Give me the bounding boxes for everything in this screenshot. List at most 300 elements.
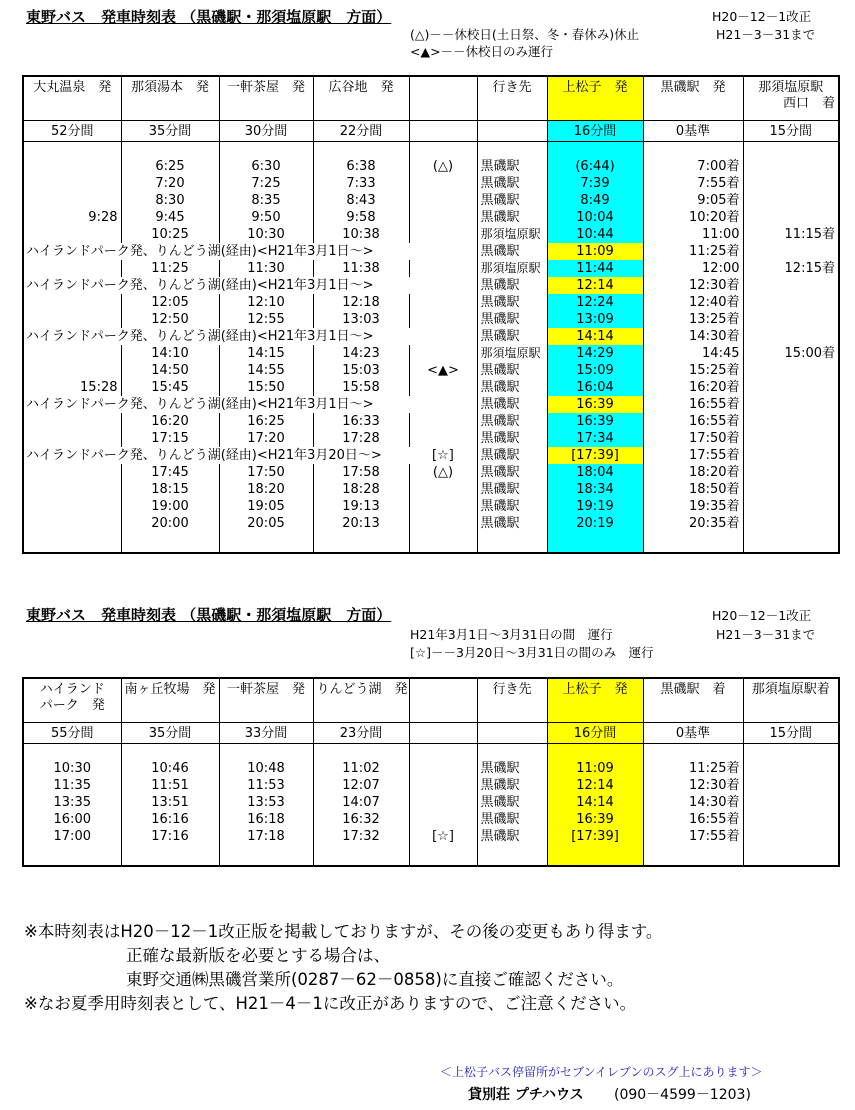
time-omaru [23, 464, 121, 481]
destination: 黒磯駅 [477, 396, 547, 413]
destination: 黒磯駅 [477, 362, 547, 379]
time-nasushiobara [743, 794, 839, 811]
empty-cell [23, 744, 121, 761]
time-kamimatsuko: 16:39 [547, 811, 643, 828]
empty-cell [219, 744, 313, 761]
col-header-kamimatsuko: 上松子 発 [547, 678, 643, 723]
col-header-ikkenchaya: 一軒茶屋 発 [219, 678, 313, 723]
duration-cell [477, 121, 547, 142]
empty-cell [121, 532, 219, 553]
time-kuroiso: 14:45 [643, 345, 743, 362]
empty-cell [743, 532, 839, 553]
footer-note-3: 東野交通㈱黒磯営業所(0287－62－0858)に直接ご確認ください。 [126, 970, 624, 989]
time-nasuyumoto: 18:15 [121, 481, 219, 498]
time-kamimatsuko: 14:14 [547, 328, 643, 345]
time-kuroiso: 11:25着 [643, 760, 743, 777]
service-mark [409, 379, 477, 396]
time-ikkenchaya: 9:50 [219, 209, 313, 226]
time-kamimatsuko: 12:14 [547, 777, 643, 794]
time-highland: 13:35 [23, 794, 121, 811]
empty-cell [743, 142, 839, 159]
col-header-kuroiso: 黒磯駅 発 [643, 76, 743, 121]
time-nasushiobara [743, 481, 839, 498]
destination: 黒磯駅 [477, 430, 547, 447]
time-hirotanichi: 16:33 [313, 413, 409, 430]
time-nasushiobara [743, 515, 839, 532]
destination: 那須塩原駅 [477, 260, 547, 277]
col-header-nasushiobara: 那須塩原駅着 [743, 678, 839, 723]
service-mark [409, 777, 477, 794]
empty-cell [409, 532, 477, 553]
destination: 黒磯駅 [477, 515, 547, 532]
header-row [23, 678, 839, 723]
empty-cell [313, 845, 409, 866]
time-omaru [23, 158, 121, 175]
empty-cell [743, 845, 839, 866]
time-kuroiso: 16:55着 [643, 413, 743, 430]
time-nasushiobara: 11:15着 [743, 226, 839, 243]
destination: 黒磯駅 [477, 777, 547, 794]
time-kamimatsuko: 13:09 [547, 311, 643, 328]
time-kamimatsuko: 18:34 [547, 481, 643, 498]
time-kamimatsuko: 15:09 [547, 362, 643, 379]
table-row [23, 260, 839, 277]
duration-cell: 33分間 [219, 723, 313, 744]
col-header-kuroiso: 黒磯駅 着 [643, 678, 743, 723]
time-nasushiobara [743, 811, 839, 828]
time-minamigaoka: 11:51 [121, 777, 219, 794]
time-kamimatsuko: 16:04 [547, 379, 643, 396]
time-kamimatsuko: 14:29 [547, 345, 643, 362]
time-kuroiso: 18:20着 [643, 464, 743, 481]
time-highland: 10:30 [23, 760, 121, 777]
destination: 黒磯駅 [477, 413, 547, 430]
time-hirotanichi: 20:13 [313, 515, 409, 532]
time-hirotanichi: 17:28 [313, 430, 409, 447]
time-nasushiobara [743, 396, 839, 413]
time-kuroiso: 16:20着 [643, 379, 743, 396]
time-nasushiobara [743, 158, 839, 175]
col-header-minamigaoka: 南ヶ丘牧場 発 [121, 678, 219, 723]
time-nasushiobara: 12:15着 [743, 260, 839, 277]
time-ikkenchaya: 6:30 [219, 158, 313, 175]
route-via-rindoko-text: ハイランドパーク発、りんどう湖(経由)<H21年3月1日～> [26, 329, 374, 344]
time-nasuyumoto: 6:25 [121, 158, 219, 175]
duration-cell: 22分間 [313, 121, 409, 142]
empty-cell [643, 532, 743, 553]
duration-cell: 35分間 [121, 723, 219, 744]
empty-cell [547, 744, 643, 761]
col-header-nasuyumoto: 那須湯本 発 [121, 76, 219, 121]
duration-cell: 15分間 [743, 723, 839, 744]
table-row [23, 396, 839, 413]
table-row [23, 794, 839, 811]
time-nasuyumoto: 14:10 [121, 345, 219, 362]
time-omaru [23, 260, 121, 277]
time-kamimatsuko: 18:04 [547, 464, 643, 481]
table-row [23, 447, 839, 464]
empty-cell [313, 744, 409, 761]
time-nasushiobara [743, 277, 839, 294]
time-hirotanichi: 15:58 [313, 379, 409, 396]
time-kuroiso: 12:30着 [643, 277, 743, 294]
time-kuroiso: 16:55着 [643, 396, 743, 413]
timetable-1 [22, 75, 840, 554]
empty-cell [477, 845, 547, 866]
time-kuroiso: 7:00着 [643, 158, 743, 175]
duration-cell: 23分間 [313, 723, 409, 744]
time-nasushiobara [743, 777, 839, 794]
empty-cell [121, 142, 219, 159]
destination: 黒磯駅 [477, 379, 547, 396]
time-kamimatsuko: 8:49 [547, 192, 643, 209]
time-kamimatsuko: 19:19 [547, 498, 643, 515]
time-kamimatsuko: 17:34 [547, 430, 643, 447]
service-mark [409, 481, 477, 498]
col-header-highland [23, 678, 121, 723]
service-mark [409, 794, 477, 811]
service-mark [409, 192, 477, 209]
empty-cell [121, 744, 219, 761]
time-nasushiobara [743, 192, 839, 209]
empty-cell [23, 845, 121, 866]
time-nasuyumoto: 7:20 [121, 175, 219, 192]
table-row [23, 777, 839, 794]
table-row [23, 277, 839, 294]
time-nasushiobara [743, 294, 839, 311]
time-nasuyumoto: 16:20 [121, 413, 219, 430]
route-via-rindoko-note [23, 447, 477, 464]
time-kuroiso: 11:00 [643, 226, 743, 243]
time-kamimatsuko: 10:44 [547, 226, 643, 243]
col-header-rindoko: りんどう湖 発 [313, 678, 409, 723]
table-row [23, 362, 839, 379]
service-mark [409, 430, 477, 447]
time-hirotanichi: 13:03 [313, 311, 409, 328]
duration-cell [409, 121, 477, 142]
time-kuroiso: 12:40着 [643, 294, 743, 311]
service-mark: <▲> [409, 362, 477, 379]
time-nasushiobara [743, 498, 839, 515]
time-ikkenchaya: 19:05 [219, 498, 313, 515]
time-ikkenchaya: 8:35 [219, 192, 313, 209]
time-nasushiobara [743, 760, 839, 777]
time-nasushiobara [743, 447, 839, 464]
timetable-1-note-holiday: (△)－－休校日(土日祭、冬・春休み)休止 [410, 27, 640, 42]
time-nasuyumoto: 10:25 [121, 226, 219, 243]
empty-cell [643, 142, 743, 159]
col-header-hirotanichi: 広谷地 発 [313, 76, 409, 121]
time-nasuyumoto: 15:45 [121, 379, 219, 396]
time-hirotanichi: 14:23 [313, 345, 409, 362]
time-ikkenchaya: 12:55 [219, 311, 313, 328]
route-via-rindoko-note [23, 243, 477, 260]
time-rindoko: 17:32 [313, 828, 409, 845]
time-hirotanichi: 12:18 [313, 294, 409, 311]
route-via-rindoko-note [23, 328, 477, 345]
service-mark: (△) [409, 158, 477, 175]
time-nasushiobara [743, 209, 839, 226]
time-kamimatsuko: 12:14 [547, 277, 643, 294]
empty-cell [121, 845, 219, 866]
time-kamimatsuko: 11:44 [547, 260, 643, 277]
time-kuroiso: 20:35着 [643, 515, 743, 532]
bus-stop-note: ＜上松子バス停留所がセブンイレブンのスグ上にあります＞ [440, 1065, 763, 1079]
empty-cell [219, 532, 313, 553]
time-nasuyumoto: 12:05 [121, 294, 219, 311]
time-kuroiso: 12:30着 [643, 777, 743, 794]
empty-cell [313, 142, 409, 159]
time-hirotanichi: 9:58 [313, 209, 409, 226]
time-ikkenchaya: 17:50 [219, 464, 313, 481]
time-kamimatsuko: 12:24 [547, 294, 643, 311]
time-nasushiobara [743, 328, 839, 345]
time-hirotanichi: 11:38 [313, 260, 409, 277]
time-kuroiso: 16:55着 [643, 811, 743, 828]
timetable-2-note-star: [☆]－－3月20日～3月31日の間のみ 運行 [410, 645, 654, 660]
destination: 黒磯駅 [477, 158, 547, 175]
route-via-rindoko-text: ハイランドパーク発、りんどう湖(経由)<H21年3月20日～> [26, 448, 382, 463]
shop-phone: (090－4599－1203) [614, 1087, 751, 1103]
duration-row [23, 121, 839, 142]
timetable-2-period: H21年3月1日～3月31日の間 運行 [410, 627, 613, 642]
col-header-nasushiobara [743, 76, 839, 121]
empty-cell [409, 845, 477, 866]
time-hirotanichi: 19:13 [313, 498, 409, 515]
duration-cell: 52分間 [23, 121, 121, 142]
time-minamigaoka: 17:16 [121, 828, 219, 845]
col-header-mark [409, 76, 477, 121]
time-ikkenchaya: 14:55 [219, 362, 313, 379]
col-header-ikkenchaya: 一軒茶屋 発 [219, 76, 313, 121]
service-mark [409, 413, 477, 430]
destination: 黒磯駅 [477, 464, 547, 481]
time-nasushiobara [743, 243, 839, 260]
time-ikkenchaya: 16:25 [219, 413, 313, 430]
time-ikkenchaya: 17:20 [219, 430, 313, 447]
duration-cell: 16分間 [547, 723, 643, 744]
time-hirotanichi: 17:58 [313, 464, 409, 481]
time-minamigaoka: 16:16 [121, 811, 219, 828]
service-mark [409, 209, 477, 226]
empty-cell [23, 142, 121, 159]
destination: 那須塩原駅 [477, 226, 547, 243]
shop-name: 貸別荘 プチハウス [468, 1087, 584, 1103]
time-rindoko: 11:02 [313, 760, 409, 777]
empty-cell [477, 744, 547, 761]
time-kuroiso: 7:55着 [643, 175, 743, 192]
service-mark [409, 260, 477, 277]
duration-cell: 35分間 [121, 121, 219, 142]
time-nasushiobara [743, 828, 839, 845]
time-hirotanichi: 6:38 [313, 158, 409, 175]
table-row [23, 498, 839, 515]
empty-cell [219, 845, 313, 866]
time-ikkenchaya: 10:48 [219, 760, 313, 777]
time-kamimatsuko: 14:14 [547, 794, 643, 811]
table-row [23, 311, 839, 328]
time-nasuyumoto: 12:50 [121, 311, 219, 328]
destination: 黒磯駅 [477, 447, 547, 464]
footer-note-4: ※なお夏季用時刻表として、H21－4－1に改正がありますので、ご注意ください。 [24, 994, 637, 1013]
destination: 黒磯駅 [477, 481, 547, 498]
col-header-destination: 行き先 [477, 678, 547, 723]
destination: 黒磯駅 [477, 328, 547, 345]
footer-note-2: 正確な最新版を必要とする場合は、 [126, 946, 390, 965]
empty-cell [477, 142, 547, 159]
time-kuroiso: 17:50着 [643, 430, 743, 447]
time-omaru [23, 175, 121, 192]
time-kamimatsuko: 10:04 [547, 209, 643, 226]
col-header-nasushiobara-line2: 西口 着 [782, 96, 835, 111]
time-kamimatsuko: 20:19 [547, 515, 643, 532]
time-kuroiso: 13:25着 [643, 311, 743, 328]
empty-cell [23, 532, 121, 553]
time-nasuyumoto: 17:15 [121, 430, 219, 447]
spacer-row [23, 142, 839, 159]
duration-row [23, 723, 839, 744]
spacer-row [23, 744, 839, 761]
timetable-2-valid-until: H21－3－31まで [716, 627, 816, 642]
table-row [23, 760, 839, 777]
service-mark [409, 345, 477, 362]
time-omaru [23, 413, 121, 430]
time-hirotanichi: 10:38 [313, 226, 409, 243]
time-nasuyumoto: 17:45 [121, 464, 219, 481]
time-rindoko: 12:07 [313, 777, 409, 794]
time-omaru: 15:28 [23, 379, 121, 396]
time-kuroiso: 17:55着 [643, 828, 743, 845]
route-via-rindoko-text: ハイランドパーク発、りんどう湖(経由)<H21年3月1日～> [26, 278, 374, 293]
time-kuroiso: 19:35着 [643, 498, 743, 515]
empty-cell [477, 532, 547, 553]
time-omaru [23, 481, 121, 498]
time-nasushiobara: 15:00着 [743, 345, 839, 362]
time-highland: 16:00 [23, 811, 121, 828]
empty-cell [643, 845, 743, 866]
destination: 黒磯駅 [477, 277, 547, 294]
time-ikkenchaya: 14:15 [219, 345, 313, 362]
service-mark [409, 515, 477, 532]
service-mark [409, 175, 477, 192]
table-row [23, 481, 839, 498]
duration-cell: 55分間 [23, 723, 121, 744]
time-kuroiso: 14:30着 [643, 328, 743, 345]
route-via-rindoko-text: ハイランドパーク発、りんどう湖(経由)<H21年3月1日～> [26, 244, 374, 259]
table-row [23, 192, 839, 209]
duration-cell: 15分間 [743, 121, 839, 142]
time-kamimatsuko: 11:09 [547, 243, 643, 260]
time-highland: 11:35 [23, 777, 121, 794]
empty-cell [547, 845, 643, 866]
time-kamimatsuko: 11:09 [547, 760, 643, 777]
time-nasuyumoto: 20:00 [121, 515, 219, 532]
empty-cell [547, 142, 643, 159]
time-kuroiso: 12:00 [643, 260, 743, 277]
time-omaru [23, 430, 121, 447]
duration-cell: 30分間 [219, 121, 313, 142]
empty-cell [409, 744, 477, 761]
time-ikkenchaya: 11:53 [219, 777, 313, 794]
time-ikkenchaya: 20:05 [219, 515, 313, 532]
table-row [23, 294, 839, 311]
col-header-nasushiobara-line1: 那須塩原駅 [758, 80, 824, 95]
time-omaru [23, 345, 121, 362]
time-kuroiso: 14:30着 [643, 794, 743, 811]
time-kamimatsuko: 16:39 [547, 396, 643, 413]
table-row [23, 175, 839, 192]
destination: 黒磯駅 [477, 175, 547, 192]
table-row [23, 430, 839, 447]
destination: 黒磯駅 [477, 498, 547, 515]
table-row [23, 226, 839, 243]
time-omaru [23, 192, 121, 209]
time-ikkenchaya: 7:25 [219, 175, 313, 192]
timetable-1-note-holiday-only: <▲>－－休校日のみ運行 [410, 44, 554, 59]
time-ikkenchaya: 12:10 [219, 294, 313, 311]
empty-cell [743, 744, 839, 761]
service-mark: [☆] [409, 828, 477, 845]
service-mark [409, 760, 477, 777]
destination: 黒磯駅 [477, 192, 547, 209]
timetable-1-valid-until: H21－3－31まで [716, 27, 816, 42]
destination: 黒磯駅 [477, 811, 547, 828]
col-header-destination: 行き先 [477, 76, 547, 121]
destination: 黒磯駅 [477, 243, 547, 260]
time-ikkenchaya: 18:20 [219, 481, 313, 498]
time-nasushiobara [743, 311, 839, 328]
time-nasushiobara [743, 362, 839, 379]
time-highland: 17:00 [23, 828, 121, 845]
table-row [23, 515, 839, 532]
header-row [23, 76, 839, 121]
empty-cell [643, 744, 743, 761]
destination: 黒磯駅 [477, 209, 547, 226]
time-omaru [23, 311, 121, 328]
col-header-mark [409, 678, 477, 723]
time-nasushiobara [743, 464, 839, 481]
time-omaru [23, 294, 121, 311]
col-header-omaru: 大丸温泉 発 [23, 76, 121, 121]
time-hirotanichi: 8:43 [313, 192, 409, 209]
destination: 黒磯駅 [477, 828, 547, 845]
footer-note-1: ※本時刻表はH20－12－1改正版を掲載しておりますが、その後の変更もあり得ます。 [24, 922, 663, 941]
empty-cell [547, 532, 643, 553]
empty-cell [409, 142, 477, 159]
table-row [23, 379, 839, 396]
time-ikkenchaya: 10:30 [219, 226, 313, 243]
empty-cell [219, 142, 313, 159]
time-hirotanichi: 18:28 [313, 481, 409, 498]
time-rindoko: 16:32 [313, 811, 409, 828]
time-kuroiso: 11:25着 [643, 243, 743, 260]
duration-cell [477, 723, 547, 744]
time-nasuyumoto: 9:45 [121, 209, 219, 226]
time-kuroiso: 15:25着 [643, 362, 743, 379]
table-row [23, 209, 839, 226]
table-row [23, 828, 839, 845]
timetable-2-title: 東野バス 発車時刻表 （黒磯駅・那須塩原駅 方面） [26, 606, 392, 624]
time-ikkenchaya: 17:18 [219, 828, 313, 845]
timetable-1-revision: H20－12－1改正 [712, 9, 812, 24]
time-nasuyumoto: 8:30 [121, 192, 219, 209]
duration-cell [409, 723, 477, 744]
route-via-rindoko-note [23, 277, 477, 294]
destination: 黒磯駅 [477, 794, 547, 811]
time-ikkenchaya: 16:18 [219, 811, 313, 828]
duration-cell: 16分間 [547, 121, 643, 142]
time-kuroiso: 18:50着 [643, 481, 743, 498]
